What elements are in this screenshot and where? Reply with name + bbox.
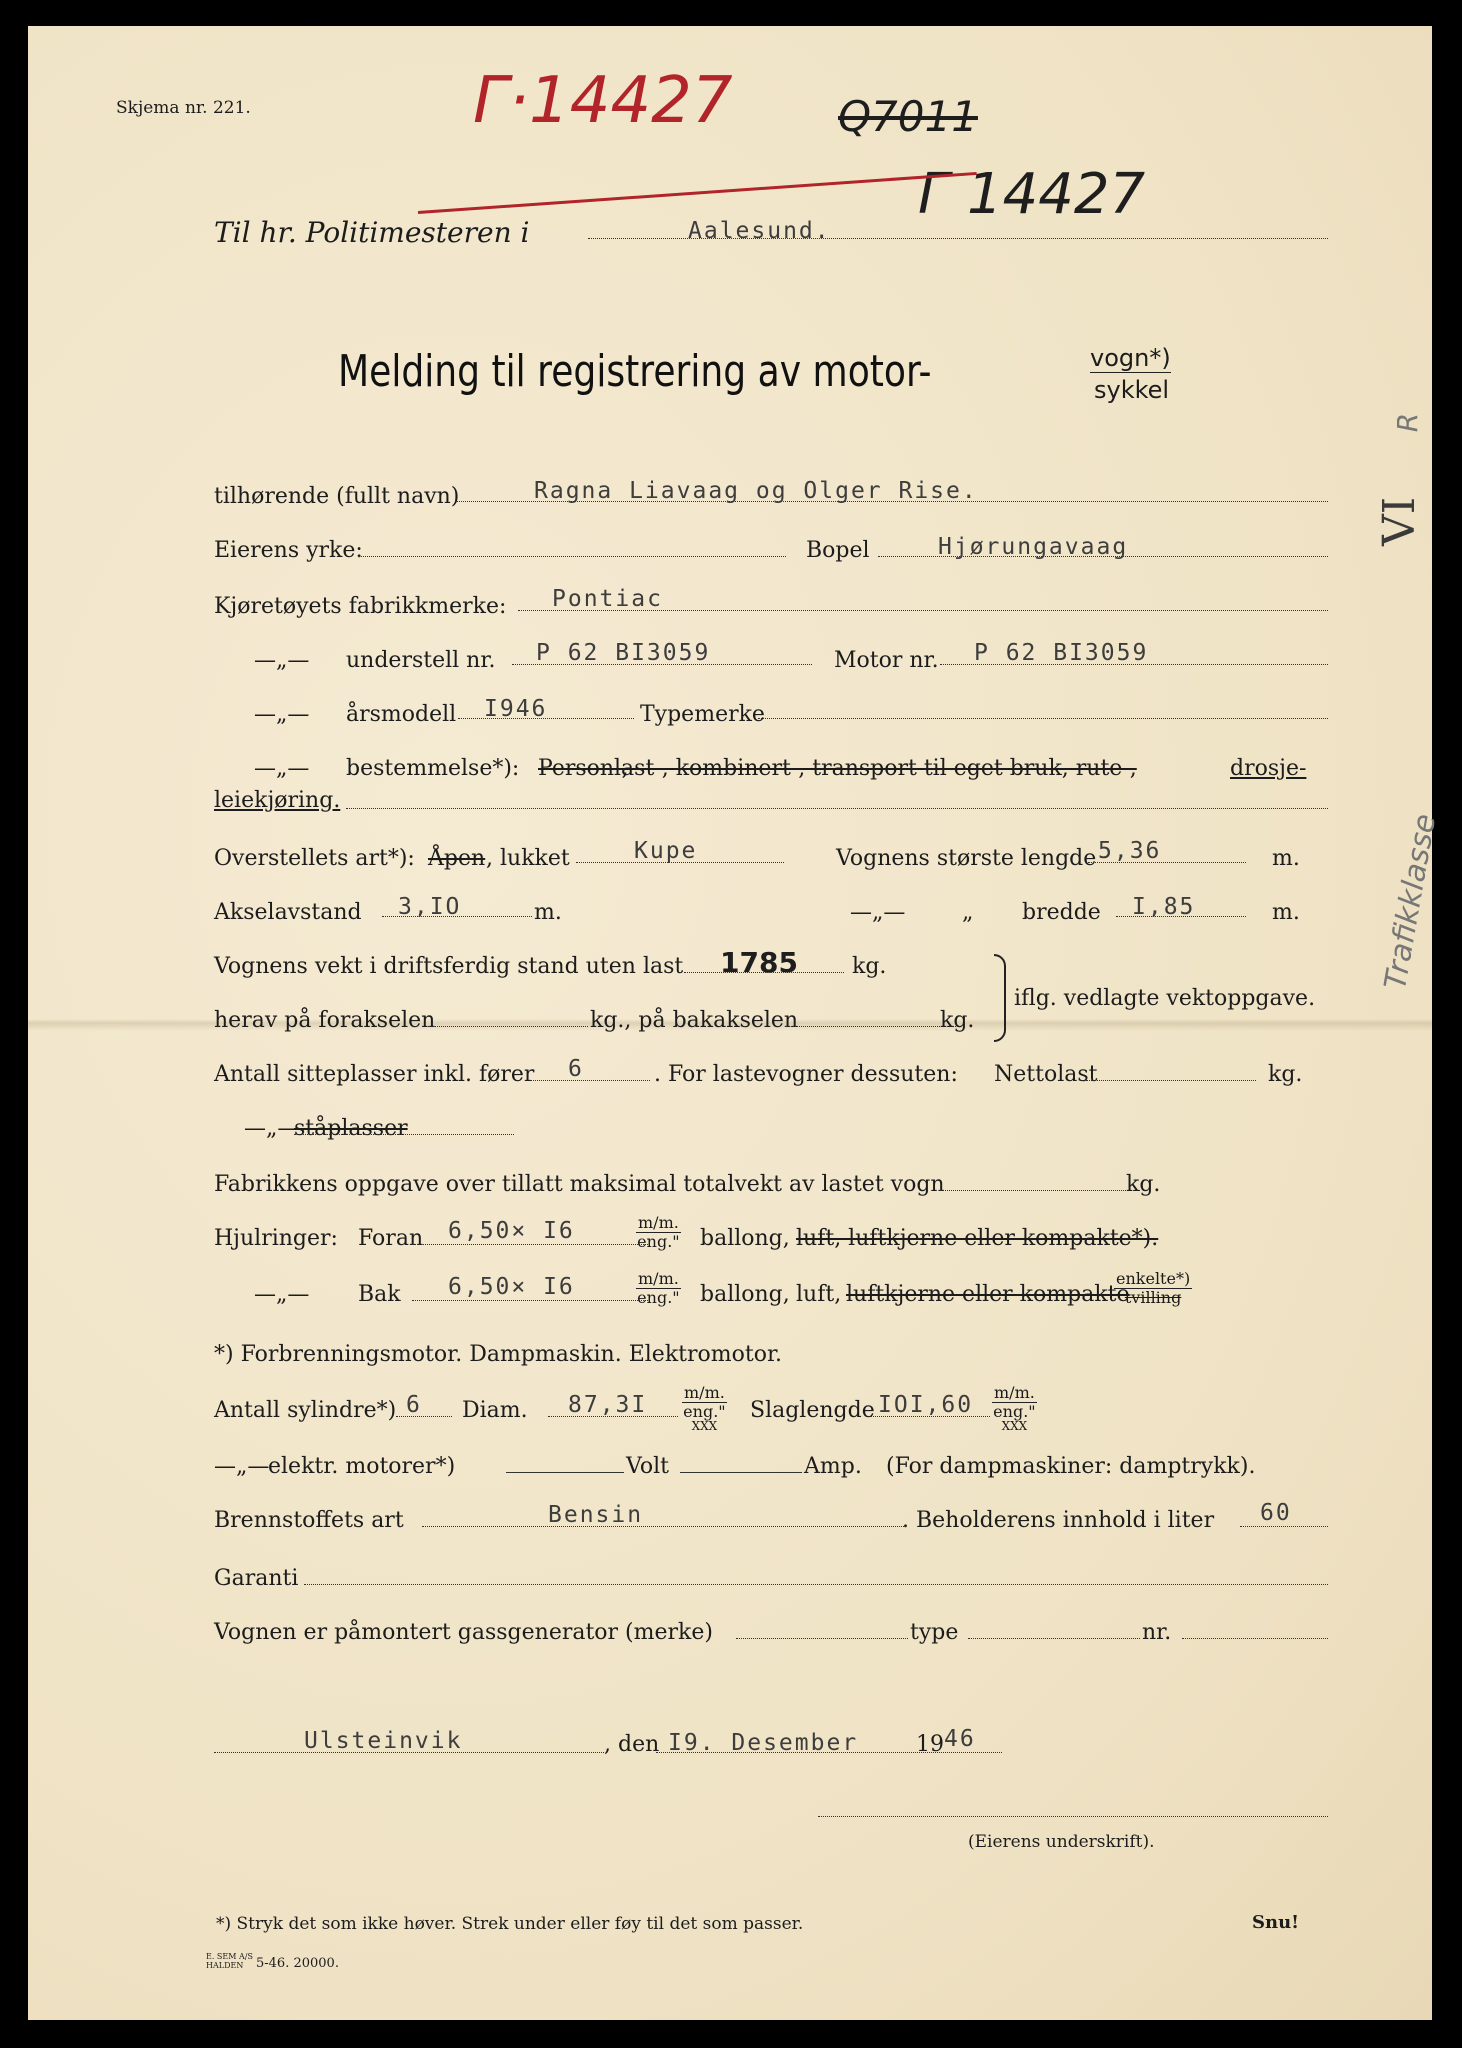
rear-axle-line	[786, 1026, 956, 1027]
volt-line	[680, 1472, 802, 1473]
signature-label: (Eierens underskrift).	[968, 1832, 1155, 1852]
unit-eng: eng."	[683, 1402, 726, 1421]
year-label: årsmodell	[346, 702, 457, 727]
body-label: Overstellets art*):	[214, 846, 415, 871]
footer-turn: Snu!	[1252, 1912, 1300, 1933]
purpose-struck: last-, kombinert-, transport til eget bruk, rute-,	[614, 756, 1137, 781]
seats-label: Antall sitteplasser inkl. fører	[214, 1062, 535, 1087]
addressee-city: Aalesund.	[688, 218, 831, 244]
front-axle-label: herav på forakselen	[214, 1008, 436, 1033]
wheelbase-value: 3,IO	[398, 894, 462, 920]
weight-value: 1785	[720, 946, 798, 979]
red-strike-line	[418, 172, 977, 214]
gasgen-nr-label: nr.	[1142, 1620, 1172, 1645]
wheelbase-unit: m.	[534, 900, 562, 925]
purpose-line	[346, 808, 1328, 809]
length-label: Vognens største lengde	[836, 846, 1097, 871]
unit-mm: m/m.	[684, 1383, 725, 1402]
fuel-line	[422, 1526, 904, 1527]
ditto-mark: —„—	[254, 1282, 310, 1307]
unit-mm: m/m.	[994, 1383, 1035, 1402]
chassis-value: P 62 BI3059	[536, 640, 711, 666]
chassis-line	[512, 664, 812, 665]
fuel-label: Brennstoffets art	[214, 1508, 404, 1533]
owner-line	[456, 501, 1328, 502]
red-reference-number: Γ·14427	[473, 64, 733, 138]
diam-value: 87,3I	[568, 1392, 648, 1418]
owner-label: tilhørende (fullt navn)	[214, 484, 460, 509]
tires-front-line	[412, 1244, 648, 1245]
occupation-line	[358, 556, 786, 557]
warranty-line	[304, 1584, 1328, 1585]
weight-line	[684, 972, 844, 973]
form-title: Melding til registrering av motor-	[338, 346, 932, 397]
width-ditto: „	[962, 900, 974, 925]
purpose-taxi: drosje-	[1230, 756, 1307, 781]
tires-front-label: Foran	[358, 1226, 424, 1251]
unit-mm: m/m.	[638, 1269, 679, 1288]
width-unit: m.	[1272, 900, 1300, 925]
gasgen-label: Vognen er påmontert gassgenerator (merke)	[214, 1620, 713, 1645]
gasgen-type-line	[968, 1638, 1140, 1639]
weight-note: iflg. vedlagte vektoppgave.	[1014, 986, 1316, 1011]
date-value: I9. Desember	[668, 1730, 859, 1756]
width-label: bredde	[1022, 900, 1101, 925]
motor-line	[940, 664, 1328, 665]
steam-label: (For dampmaskiner: damptrykk).	[886, 1454, 1256, 1479]
fuel-value: Bensin	[548, 1502, 644, 1528]
tires-rear-label: Bak	[358, 1282, 401, 1307]
make-value: Pontiac	[552, 586, 663, 612]
residence-value: Hjørungavaag	[938, 534, 1129, 560]
cylinders-line	[396, 1416, 452, 1417]
residence-label: Bopel	[806, 538, 870, 563]
purpose-label: bestemmelse*):	[346, 756, 520, 781]
unit-xxx: XXX	[691, 1419, 718, 1433]
black-reference-number: Γ 14427	[918, 162, 1146, 227]
place-value: Ulsteinvik	[304, 1728, 463, 1754]
gasgen-line	[736, 1638, 908, 1639]
body-closed: , lukket	[486, 846, 570, 871]
width-value: I,85	[1132, 894, 1196, 920]
electric-line	[506, 1472, 624, 1473]
net-load-label: Nettolast	[994, 1062, 1098, 1087]
addressee-prefix: Til hr. Politimesteren i	[214, 216, 530, 249]
body-line	[576, 862, 784, 863]
year-prefix: 19	[916, 1732, 944, 1757]
gasgen-type-label: type	[910, 1620, 959, 1645]
truck-label: . For lastevogner dessuten:	[654, 1062, 958, 1087]
tires-ballong: ballong,	[700, 1226, 790, 1251]
tires-rear-unit	[636, 1270, 681, 1307]
unit-eng: eng."	[993, 1402, 1036, 1421]
diam-line	[548, 1416, 678, 1417]
make-label: Kjøretøyets fabrikkmerke:	[214, 594, 507, 619]
tires-rear-line	[412, 1300, 648, 1301]
front-axle-line	[428, 1026, 588, 1027]
tires-front-value: 6,50× I6	[448, 1218, 575, 1244]
title-option-vogn: vogn*)	[1090, 344, 1171, 372]
ditto-mark: —„—	[244, 1116, 300, 1141]
tires-tvilling: tvilling	[1124, 1288, 1182, 1307]
occupation-label: Eierens yrke:	[214, 538, 363, 563]
weight-unit: kg.	[852, 954, 887, 979]
tires-enkelte-tvilling	[1114, 1270, 1192, 1307]
type-line	[758, 718, 1328, 719]
rear-axle-unit: kg.	[940, 1008, 975, 1033]
tires-struck-front: luft, luftkjerne eller kompakte*).	[796, 1226, 1159, 1251]
handwritten-reference: Q7011	[838, 92, 978, 141]
standing-label: ståplasser	[294, 1116, 408, 1141]
printer-mark: E. SEM A/S HALDEN	[206, 1952, 253, 1970]
year-line	[458, 718, 634, 719]
tires-ballong: ballong,	[700, 1282, 790, 1307]
footer-note: *) Stryk det som ikke høver. Strek under eller føy til det som passer.	[216, 1914, 804, 1934]
weight-brace	[994, 954, 1006, 1042]
tires-rear-value: 6,50× I6	[448, 1274, 575, 1300]
year-suffix: 46	[944, 1726, 976, 1752]
length-unit: m.	[1272, 846, 1300, 871]
body-value: Kupe	[634, 838, 698, 864]
stroke-line	[870, 1416, 990, 1417]
ditto-mark: —„—	[254, 648, 310, 673]
purpose-hire: leiekjøring.	[214, 788, 341, 813]
chassis-label: understell nr.	[346, 648, 496, 673]
stroke-unit	[992, 1384, 1037, 1431]
electric-label: elektr. motorer*)	[268, 1454, 456, 1479]
tires-label: Hjulringer:	[214, 1226, 338, 1251]
unit-xxx: XXX	[1001, 1419, 1028, 1433]
weight-label: Vognens vekt i driftsferdig stand uten last	[214, 954, 684, 979]
owner-value: Ragna Liavaag og Olger Rise.	[534, 478, 978, 504]
unit-eng: eng."	[637, 1288, 680, 1307]
unit-mm: m/m.	[638, 1213, 679, 1232]
diam-unit	[682, 1384, 727, 1431]
wheelbase-label: Akselavstand	[214, 900, 362, 925]
unit-eng: eng."	[637, 1232, 680, 1251]
motor-value: P 62 BI3059	[974, 640, 1149, 666]
addressee-line	[588, 238, 1328, 239]
seats-value: 6	[568, 1056, 584, 1082]
margin-handwriting: Trafikklasse	[1378, 811, 1444, 993]
length-value: 5,36	[1098, 838, 1162, 864]
warranty-label: Garanti	[214, 1566, 299, 1591]
tires-enkelte: enkelte*)	[1116, 1269, 1191, 1288]
ditto-mark: —„—	[254, 702, 310, 727]
title-option-sykkel: sykkel	[1094, 376, 1170, 404]
body-open: Åpen	[428, 846, 486, 871]
engine-types: *) Forbrenningsmotor. Dampmaskin. Elektromotor.	[214, 1342, 783, 1367]
place-line	[214, 1752, 604, 1753]
tank-label: . Beholderens innhold i liter	[902, 1508, 1215, 1533]
year-value: I946	[484, 696, 548, 722]
print-code: 5-46. 20000.	[256, 1956, 339, 1971]
volt-label: Volt	[626, 1454, 669, 1479]
type-label: Typemerke	[640, 702, 765, 727]
margin-roman-numeral: VI	[1374, 496, 1425, 546]
diam-label: Diam.	[462, 1398, 528, 1423]
max-weight-label: Fabrikkens oppgave over tillatt maksimal totalvekt av lastet vogn	[214, 1172, 945, 1197]
stroke-label: Slaglengde	[750, 1398, 875, 1423]
residence-line	[878, 556, 1328, 557]
date-separator: , den	[604, 1732, 660, 1757]
motor-label: Motor nr.	[834, 648, 939, 673]
max-weight-line	[940, 1190, 1140, 1191]
tires-struck-rear: luftkjerne eller kompakte	[846, 1282, 1130, 1307]
tank-value: 60	[1260, 1500, 1292, 1526]
tires-rear-luft: luft,	[796, 1282, 842, 1307]
margin-letter: R	[1391, 412, 1425, 433]
cylinders-label: Antall sylindre*)	[214, 1398, 397, 1423]
rear-axle-label: kg., på bakakselen	[590, 1008, 799, 1033]
seats-line	[530, 1080, 650, 1081]
standing-line	[294, 1134, 514, 1135]
document-page	[28, 26, 1444, 2020]
signature-line	[818, 1816, 1328, 1817]
ditto-mark: —„—	[850, 900, 906, 925]
gasgen-nr-line	[1182, 1638, 1328, 1639]
stroke-value: IOI,60	[878, 1392, 974, 1418]
width-line	[1116, 916, 1246, 917]
wheelbase-line	[382, 916, 532, 917]
net-load-line	[1086, 1080, 1256, 1081]
max-weight-unit: kg.	[1126, 1172, 1161, 1197]
ditto-mark: —„—	[254, 756, 310, 781]
tires-front-unit	[636, 1214, 681, 1251]
ditto-mark: —„—	[214, 1454, 270, 1479]
tank-line	[1240, 1526, 1328, 1527]
form-number: Skjema nr. 221.	[116, 98, 251, 118]
date-line	[656, 1752, 1002, 1753]
net-load-unit: kg.	[1268, 1062, 1303, 1087]
cylinders-value: 6	[406, 1392, 422, 1418]
purpose-person: Person-,	[538, 756, 629, 781]
length-line	[1088, 862, 1246, 863]
amp-label: Amp.	[804, 1454, 862, 1479]
make-line	[518, 610, 1328, 611]
